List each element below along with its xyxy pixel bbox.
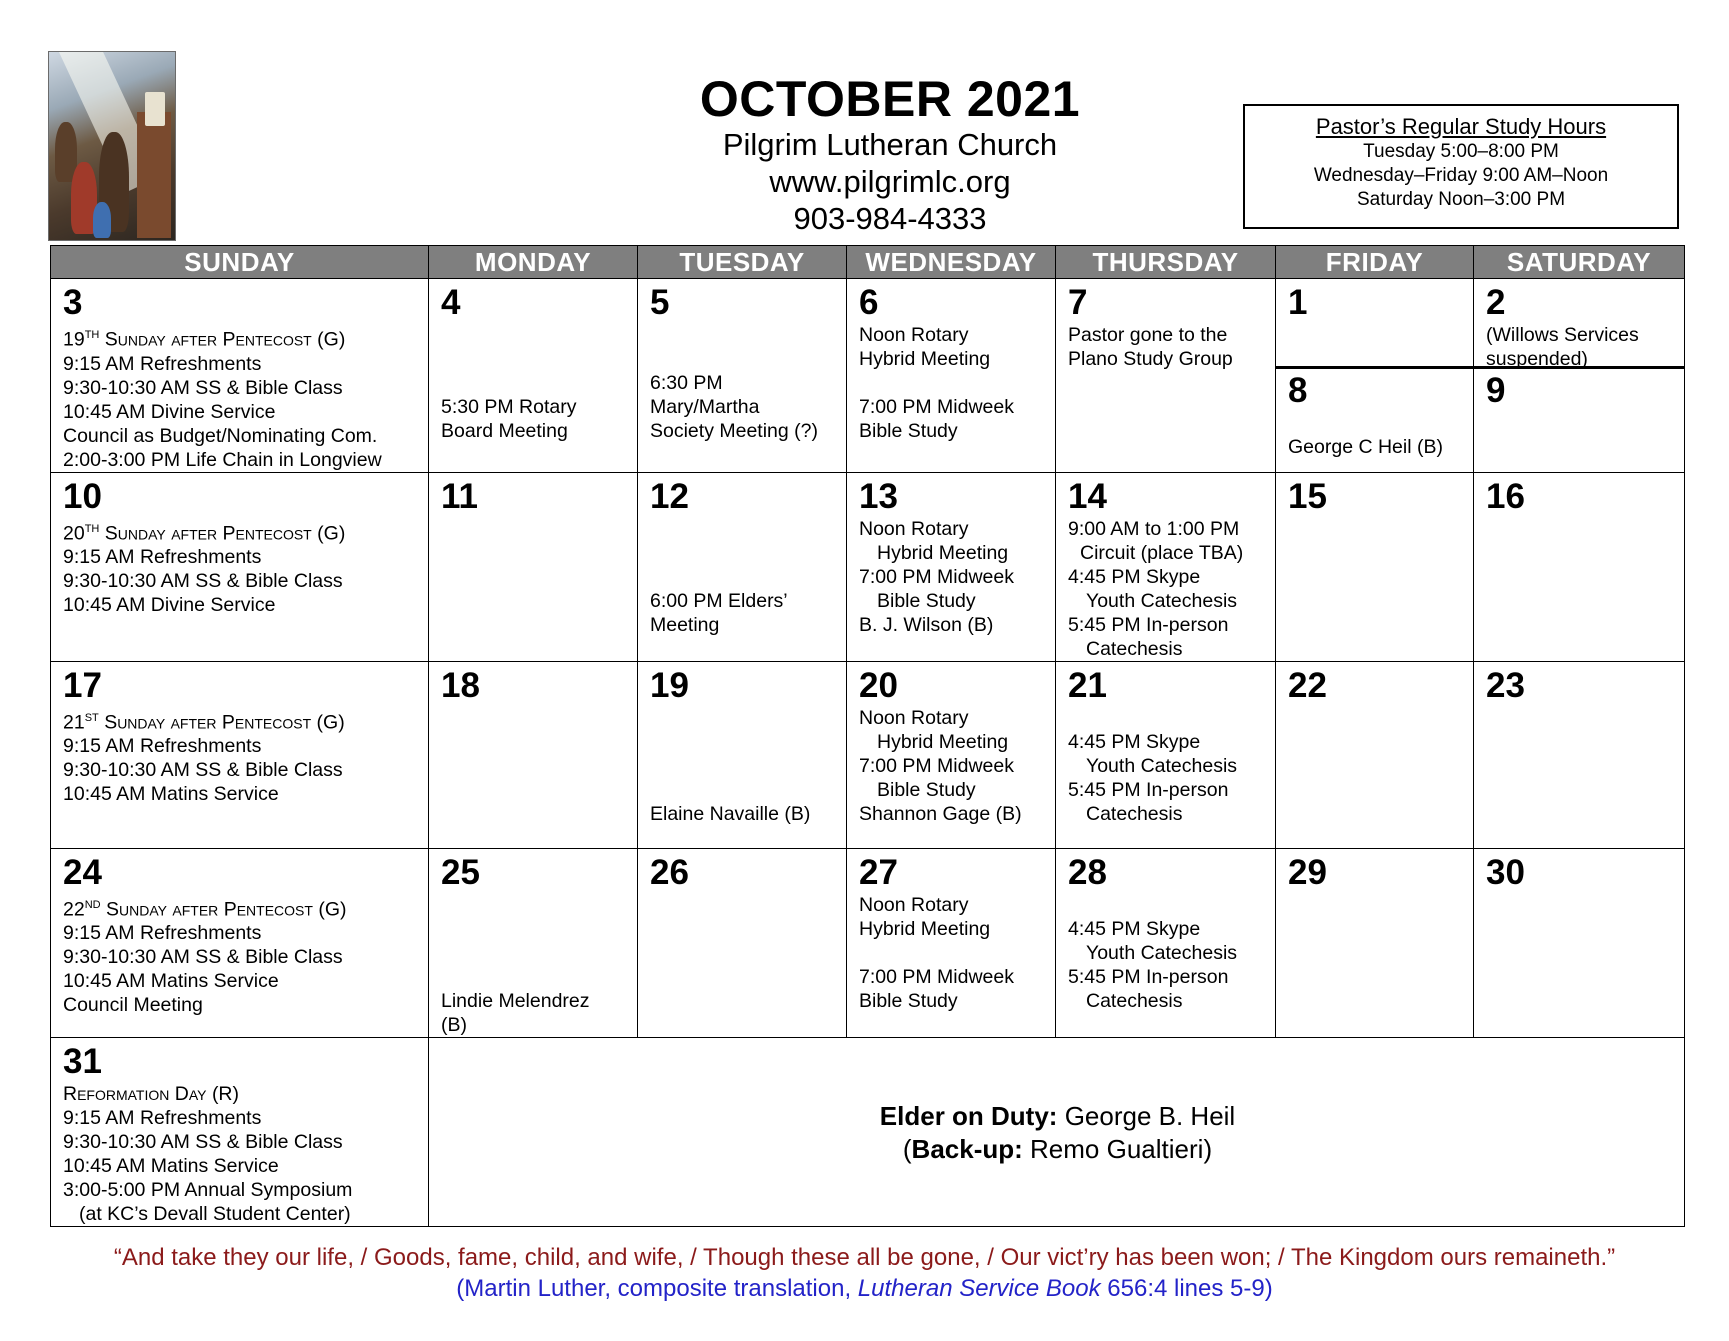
event: Elaine Navaille (B) (650, 802, 811, 825)
event: Meeting (650, 613, 720, 636)
event: 9:00 AM to 1:00 PM (1068, 517, 1240, 540)
day-number: 18 (441, 665, 480, 705)
event: 7:00 PM Midweek (859, 565, 1014, 588)
day-number: 29 (1288, 852, 1327, 892)
day-number: 25 (441, 852, 480, 892)
study-hours-box (1243, 104, 1679, 229)
event: 5:45 PM In-person (1068, 778, 1229, 801)
event: 5:45 PM In-person (1068, 965, 1229, 988)
event: 10:45 AM Matins Service (63, 783, 279, 805)
day-number: 9 (1486, 371, 1506, 410)
day-number: 8 (1288, 371, 1308, 410)
event: Hybrid Meeting (859, 917, 991, 940)
day-number: 15 (1288, 476, 1327, 516)
backup-label: Back-up: (911, 1133, 1023, 1164)
day-number: 6 (859, 283, 879, 322)
day-number: 10 (63, 476, 102, 516)
day-number: 21 (1068, 665, 1107, 705)
event: Shannon Gage (B) (859, 802, 1022, 825)
weekday-header: TUESDAY (638, 246, 847, 279)
event: Noon Rotary (859, 706, 969, 729)
day-number: 19 (650, 665, 689, 705)
backup-name: Remo Gualtieri (1030, 1133, 1204, 1164)
event: 9:30-10:30 AM SS & Bible Class (63, 1130, 343, 1153)
day-cell (1474, 472, 1685, 661)
day-cell (51, 1037, 429, 1226)
event: Catechesis (1086, 637, 1183, 660)
event: 9:15 AM Refreshments (63, 352, 262, 375)
week-row (51, 1037, 1685, 1226)
day-cell (429, 661, 638, 848)
event: Bible Study (877, 778, 976, 801)
day-number: 7 (1068, 283, 1088, 322)
event: (at KC’s Devall Student Center) (79, 1202, 351, 1225)
day-number: 17 (63, 665, 102, 705)
event: Noon Rotary (859, 517, 969, 540)
day-number: 4 (441, 283, 461, 322)
hymn-quote: “And take they our life, / Goods, fame, child, and wife, / Though these all be gone, / Our vict’ry has been won; / The Kingdom ours remaineth.” (113, 1244, 1616, 1271)
event: Society Meeting (?) (650, 420, 818, 442)
liturgical-day: 19TH Sunday after Pentecost (G) (63, 328, 346, 351)
luther-painting (48, 51, 176, 241)
day-cell (847, 279, 1056, 473)
event: Pastor gone to the (1068, 324, 1228, 346)
day-cell (638, 279, 847, 473)
event: (Willows Services (1486, 324, 1639, 346)
day-number: 16 (1486, 476, 1525, 516)
event: 4:45 PM Skype (1068, 917, 1201, 940)
day-number: 20 (859, 665, 898, 705)
day-number: 12 (650, 476, 689, 516)
day-cell (638, 848, 847, 1037)
day-cell (429, 848, 638, 1037)
elder-on-duty: Elder on Duty: George B. Heil (Back-up: Remo Gualtieri) (879, 1100, 1236, 1164)
event: 10:45 AM Divine Service (63, 400, 276, 423)
event: Bible Study (859, 420, 958, 442)
day-cell (51, 472, 429, 661)
day-cell (1056, 472, 1276, 661)
liturgical-day: 21ST Sunday after Pentecost (G) (63, 711, 345, 733)
event: Hybrid Meeting (877, 730, 1009, 753)
event: Mary/Martha (650, 396, 760, 418)
day-cell (1056, 848, 1276, 1037)
event: 9:30-10:30 AM SS & Bible Class (63, 946, 343, 968)
church-phone: 903-984-4333 (793, 201, 987, 236)
weekday-header: SUNDAY (51, 246, 429, 279)
hymn-citation: (Martin Luther, composite translation, Lutheran Service Book 656:4 lines 5-9) (456, 1275, 1273, 1302)
event: Catechesis (1086, 989, 1183, 1012)
week-row (51, 848, 1685, 1037)
week-row (51, 279, 1685, 473)
event: 2:00-3:00 PM Life Chain in Longview (63, 448, 382, 471)
event: 9:30-10:30 AM SS & Bible Class (63, 376, 343, 399)
day-cell (51, 279, 429, 473)
day-number: 3 (63, 283, 83, 322)
event: George C Heil (B) (1288, 436, 1443, 458)
day-cell (847, 848, 1056, 1037)
weekday-header: WEDNESDAY (847, 246, 1056, 279)
event: 10:45 AM Divine Service (63, 594, 276, 616)
day-number: 1 (1288, 283, 1308, 322)
elder-label: Elder on Duty: (879, 1100, 1058, 1131)
day-number: 5 (650, 283, 670, 322)
day-cell (429, 279, 638, 473)
liturgical-day: 22ND Sunday after Pentecost (G) (63, 898, 347, 920)
weekday-header: MONDAY (429, 246, 638, 279)
liturgical-day: 20TH Sunday after Pentecost (G) (63, 522, 346, 544)
day-cell (1056, 279, 1276, 473)
day-cell (51, 848, 429, 1037)
study-hours-title: Pastor’s Regular Study Hours (1315, 114, 1607, 139)
page-title: OCTOBER 2021 (699, 71, 1081, 127)
day-cell (1276, 472, 1474, 661)
event: Noon Rotary (859, 324, 969, 346)
day-number: 31 (63, 1041, 102, 1081)
event: 7:00 PM Midweek (859, 965, 1014, 988)
day-number: 27 (859, 852, 898, 892)
week-row (51, 661, 1685, 848)
event: (B) (441, 1013, 467, 1036)
day-number: 30 (1486, 852, 1525, 892)
event: Council as Budget/Nominating Com. (63, 424, 378, 447)
calendar-header (600, 72, 1180, 237)
elder-on-duty-cell (429, 1037, 1685, 1226)
day-cell (638, 472, 847, 661)
day-cell (1276, 661, 1474, 848)
weekday-header: THURSDAY (1056, 246, 1276, 279)
day-cell (847, 661, 1056, 848)
weekday-header: FRIDAY (1276, 246, 1474, 279)
event: 9:15 AM Refreshments (63, 922, 262, 944)
weekday-header-row (51, 246, 1685, 279)
day-number: 11 (441, 476, 478, 516)
day-number: 24 (63, 852, 102, 892)
event: Council Meeting (63, 994, 203, 1016)
day-cell-split (1474, 279, 1685, 473)
day-number: 22 (1288, 665, 1327, 705)
event: Plano Study Group (1068, 348, 1233, 370)
day-cell (638, 661, 847, 848)
day-number: 14 (1068, 476, 1107, 516)
event: 10:45 AM Matins Service (63, 970, 279, 992)
event: 9:15 AM Refreshments (63, 546, 262, 568)
event: Youth Catechesis (1086, 941, 1238, 964)
day-number: 26 (650, 852, 689, 892)
event: Youth Catechesis (1086, 589, 1238, 612)
event: Circuit (place TBA) (1080, 541, 1244, 564)
day-cell-split (1276, 279, 1474, 473)
event: 10:45 AM Matins Service (63, 1154, 279, 1177)
event: 9:30-10:30 AM SS & Bible Class (63, 759, 343, 781)
day-cell (847, 472, 1056, 661)
day-cell (1276, 848, 1474, 1037)
event: Bible Study (877, 589, 976, 612)
event: Catechesis (1086, 802, 1183, 825)
event: Board Meeting (441, 420, 568, 442)
event: Youth Catechesis (1086, 754, 1238, 777)
event: 7:00 PM Midweek (859, 396, 1014, 418)
day-number: 2 (1486, 283, 1506, 322)
event: 3:00-5:00 PM Annual Symposium (63, 1178, 353, 1201)
event: 9:15 AM Refreshments (63, 735, 262, 757)
study-hours-line: Wednesday–Friday 9:00 AM–Noon (1313, 165, 1609, 186)
event: Lindie Melendrez (441, 989, 590, 1012)
calendar-grid (50, 245, 1685, 1227)
elder-name: George B. Heil (1064, 1100, 1236, 1131)
event: 4:45 PM Skype (1068, 730, 1201, 753)
event: 4:45 PM Skype (1068, 565, 1201, 588)
church-name: Pilgrim Lutheran Church (722, 127, 1058, 162)
event: Hybrid Meeting (859, 348, 991, 370)
event: 6:30 PM (650, 372, 723, 394)
event: 5:45 PM In-person (1068, 613, 1229, 636)
day-cell (1474, 848, 1685, 1037)
day-number: 23 (1486, 665, 1525, 705)
week-row (51, 472, 1685, 661)
event: 9:15 AM Refreshments (63, 1106, 262, 1129)
event: 5:30 PM Rotary (441, 396, 577, 418)
day-number: 28 (1068, 852, 1107, 892)
study-hours-line: Tuesday 5:00–8:00 PM (1363, 141, 1559, 162)
event: Noon Rotary (859, 893, 969, 916)
event: Hybrid Meeting (877, 541, 1009, 564)
liturgical-day: Reformation Day (R) (63, 1082, 240, 1105)
study-hours-line: Saturday Noon–3:00 PM (1356, 189, 1566, 210)
event: 7:00 PM Midweek (859, 754, 1014, 777)
weekday-header: SATURDAY (1474, 246, 1685, 279)
event: B. J. Wilson (B) (859, 613, 994, 636)
day-number: 13 (859, 476, 898, 516)
event: suspended) (1486, 348, 1588, 370)
event: 6:00 PM Elders’ (650, 589, 788, 612)
day-cell (1056, 661, 1276, 848)
church-website: www.pilgrimlc.org (769, 164, 1011, 199)
event: 9:30-10:30 AM SS & Bible Class (63, 570, 343, 592)
day-cell (429, 472, 638, 661)
day-cell (1474, 661, 1685, 848)
day-cell (51, 661, 429, 848)
event: Bible Study (859, 989, 958, 1012)
